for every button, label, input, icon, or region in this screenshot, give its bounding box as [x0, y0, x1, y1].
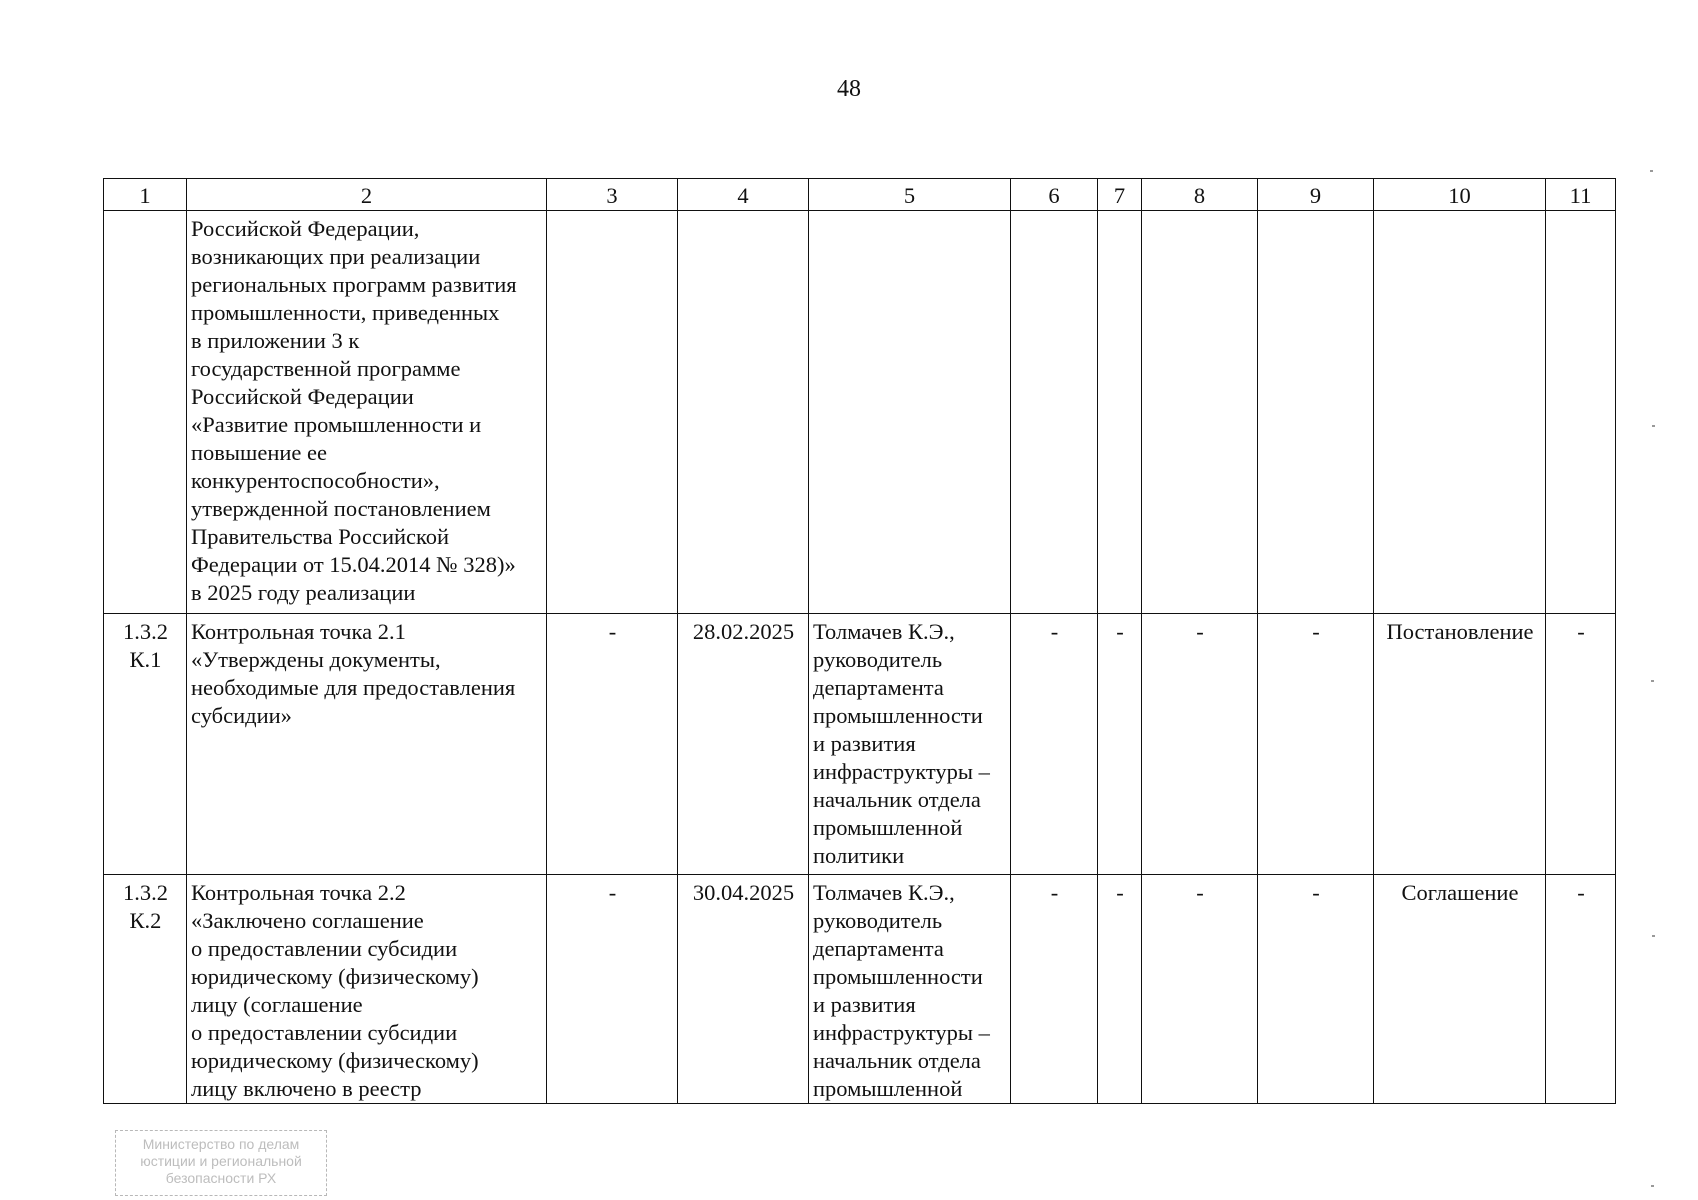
- cell-col3: -: [547, 614, 678, 875]
- column-header: 3: [547, 179, 678, 211]
- plan-table: [103, 178, 1616, 1104]
- cell-col3: [547, 211, 678, 614]
- cell-number: [104, 211, 187, 614]
- column-header: 6: [1011, 179, 1098, 211]
- cell-col8: [1142, 211, 1258, 614]
- column-header: 5: [809, 179, 1011, 211]
- cell-document: Постановление: [1374, 614, 1546, 875]
- scan-mark: [1652, 425, 1655, 427]
- cell-document: Соглашение: [1374, 875, 1546, 1104]
- table-header-row: [104, 179, 1616, 211]
- cell-col7: -: [1098, 875, 1142, 1104]
- cell-date: 30.04.2025: [678, 875, 809, 1104]
- cell-col7: -: [1098, 614, 1142, 875]
- cell-col8: -: [1142, 875, 1258, 1104]
- cell-col9: [1258, 211, 1374, 614]
- cell-date: [678, 211, 809, 614]
- cell-description: Контрольная точка 2.2 «Заключено соглашение о предоставлении субсидии юридическому (физическому) лицу (соглашение о предоставлении субсидии юридическому (физическому) лицу включено в реестр: [187, 875, 547, 1104]
- cell-responsible: [809, 211, 1011, 614]
- table-row: [104, 875, 1616, 1104]
- cell-number: 1.3.2 К.1: [104, 614, 187, 875]
- cell-col6: -: [1011, 614, 1098, 875]
- cell-col6: -: [1011, 875, 1098, 1104]
- cell-col3: -: [547, 875, 678, 1104]
- page-number: 48: [837, 76, 861, 102]
- cell-description: Контрольная точка 2.1 «Утверждены документы, необходимые для предоставления субсидии»: [187, 614, 547, 875]
- table-row: [104, 211, 1616, 614]
- cell-col6: [1011, 211, 1098, 614]
- column-header: 10: [1374, 179, 1546, 211]
- table-row: [104, 614, 1616, 875]
- column-header: 11: [1546, 179, 1616, 211]
- scan-mark: [1651, 680, 1654, 682]
- cell-col11: [1546, 211, 1616, 614]
- cell-responsible: Толмачев К.Э., руководитель департамента промышленности и развития инфраструктуры – начальник отдела промышленной: [809, 875, 1011, 1104]
- column-header: 8: [1142, 179, 1258, 211]
- cell-col11: -: [1546, 875, 1616, 1104]
- column-header: 2: [187, 179, 547, 211]
- cell-col9: -: [1258, 614, 1374, 875]
- cell-col11: -: [1546, 614, 1616, 875]
- scan-mark: [1652, 935, 1655, 937]
- scan-mark: [1651, 1185, 1654, 1187]
- cell-responsible: Толмачев К.Э., руководитель департамента промышленности и развития инфраструктуры – начальник отдела промышленной политики: [809, 614, 1011, 875]
- cell-number: 1.3.2 К.2: [104, 875, 187, 1104]
- cell-document: [1374, 211, 1546, 614]
- cell-description: Российской Федерации, возникающих при реализации региональных программ развития промышленности, приведенных в приложении 3 к государственной программе Российской Федерации «Развитие промышленности и повышение ее конкурентоспособности», утвержденной постановлением Правительства Российской Федерации от 15.04.2014 № 328)» в 2025 году реализации: [187, 211, 547, 614]
- column-header: 4: [678, 179, 809, 211]
- column-header: 1: [104, 179, 187, 211]
- registration-stamp: Министерство по делам юстиции и региональной безопасности РХ: [115, 1130, 327, 1196]
- cell-col8: -: [1142, 614, 1258, 875]
- column-header: 7: [1098, 179, 1142, 211]
- scan-mark: [1650, 170, 1653, 172]
- cell-col9: -: [1258, 875, 1374, 1104]
- column-header: 9: [1258, 179, 1374, 211]
- cell-date: 28.02.2025: [678, 614, 809, 875]
- cell-col7: [1098, 211, 1142, 614]
